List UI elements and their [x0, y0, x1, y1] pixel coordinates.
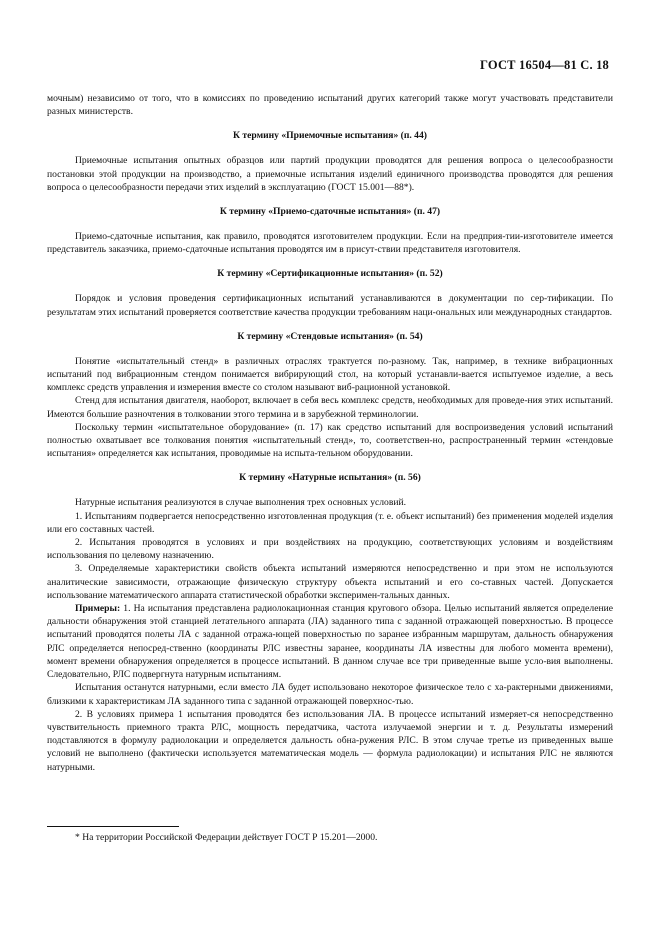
paragraph: 1. Испытаниям подвергается непосредственно изготовленная продукция (т. е. объект испытаний) без применения моделей изделия или его составных частей. — [47, 510, 613, 535]
footnote-divider — [47, 826, 179, 827]
paragraph: Приемочные испытания опытных образцов или партий продукции проводятся для решения вопроса о целесообразности постановки этой продукции на производство, а приемочные испытания изделий единичного производства проводятся для решения вопроса о целесообразности передачи этих изделий в эксплуатацию (ГОСТ 15.001—88*). — [47, 155, 613, 193]
paragraph: Поскольку термин «испытательное оборудование» (п. 17) как средство испытаний для воспроизведения условий испытаний полностью охватывает все толкования понятия «испытательный стенд», то, соответствен-но, распространенный термин «стендовые испытания» определяется как испытания, проводимые на испыта-тельном оборудовании. — [47, 421, 613, 460]
document-body — [47, 92, 613, 774]
section-title: К термину «Приемочные испытания» (п. 44) — [233, 130, 427, 142]
paragraph: Стенд для испытания двигателя, наоборот, включает в себя весь комплекс средств, необходимых для проведе-ния этих испытаний. Имеются большие разночтения в толковании этого термина и в зарубежной терминологии. — [47, 395, 613, 420]
paragraph: Натурные испытания реализуются в случае выполнения трех основных условий. — [75, 497, 407, 509]
page-header: ГОСТ 16504—81 С. 18 — [480, 58, 609, 72]
examples-paragraph — [47, 602, 613, 681]
section-title: К термину «Натурные испытания» (п. 56) — [239, 472, 421, 484]
paragraph: 2. В условиях примера 1 испытания проводятся без использования ЛА. В процессе испытаний измеряет-ся непосредственно чувствительность приемного тракта РЛС, мощность передатчика, частота излучаемой энергии и т. д. Результаты измерений подставляются в формулу радиолокации и определяется дальность обна-ружения РЛС. В этом случае третье из приведенных выше условий не выполнено (фактически используется математическая модель — формула радиолокации) и испытания РЛС не являются натурными. — [47, 708, 613, 773]
paragraph: Приемо-сдаточные испытания, как правило, проводятся изготовителем продукции. Если на предприя-тии-изготовителе имеется представитель заказчика, приемо-сдаточные испытания проводятся им в присут-ствии представителя изготовителя. — [47, 231, 613, 256]
paragraph: 3. Определяемые характеристики свойств объекта испытаний измеряются непосредственно и при этом не используются аналитические зависимости, отражающие физическую структуру объекта испытаний и его со-ставных частей. Допускается использование математического аппарата статистической обработки эксперимен-тальных данных. — [47, 563, 613, 601]
section-title: К термину «Приемо-сдаточные испытания» (п. 47) — [219, 206, 441, 218]
section-title: К термину «Сертификационные испытания» (п. 52) — [217, 268, 443, 280]
section-title: К термину «Стендовые испытания» (п. 54) — [237, 330, 423, 342]
intro-paragraph: мочным) независимо от того, что в комиссиях по проведению испытаний других категорий также могут участвовать представители разных министерств. — [47, 93, 613, 118]
footnote: * На территории Российской Федерации действует ГОСТ Р 15.201—2000. — [75, 832, 378, 843]
example-text: 1. На испытания представлена радиолокационная станция кругового обзора. Целью испытаний является определение дальности обнаружения этой станцией летательного аппарата (ЛА) заданного типа с заданной отражающей поверхностью. В процессе испытаний проводятся полеты ЛА с заданной отража-ющей поверхностью по заранее избранным маршрутам, дальность обнаружения РЛС определяется непосред-ственно (координаты РЛС известны заранее, координаты ЛА известны для любого момента времени), момент времени обнаружения определяется в процессе испытаний. В данном случае все три приведенные выше усло-вия выполнены. Следовательно, РЛС подвергнута натурным испытаниям. — [47, 603, 613, 681]
paragraph: Порядок и условия проведения сертификационных испытаний устанавливаются в документации по сер-тификации. По результатам этих испытаний проверяется соответствие качества продукции требованиям наци-ональных или международных стандартов. — [47, 293, 613, 318]
paragraph: 2. Испытания проводятся в условиях и при воздействиях на продукцию, соответствующих условиям и воздействиям использования по целевому назначению. — [47, 537, 613, 562]
paragraph: Испытания останутся натурными, если вместо ЛА будет использовано некоторое физическое тело с ха-рактерными движениями, близкими к характеристикам ЛА заданного типа с заданной отражающей поверхнос-тью. — [47, 682, 613, 707]
examples-label: Примеры: — [75, 603, 121, 615]
paragraph: Понятие «испытательный стенд» в различных отраслях трактуется по-разному. Так, например, в технике вибрационных испытаний под вибрационным стендом понимается вибрирующий стол, на который устанавли-вается испытуемое изделие, а весь комплекс средств управления и измерения вместе со столом называют виб-рационной установкой. — [47, 355, 613, 394]
